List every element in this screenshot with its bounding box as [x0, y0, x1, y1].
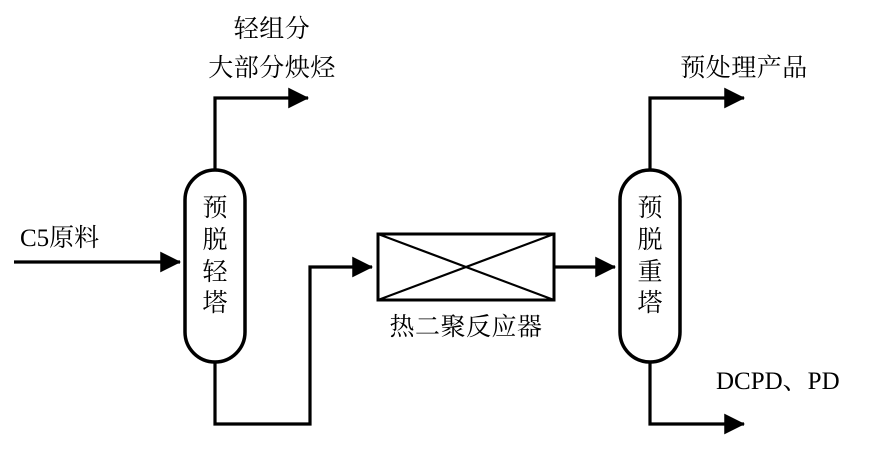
unit3-char-4: 塔 — [637, 288, 663, 318]
unit-label-pre-de-light-column — [193, 192, 237, 319]
unit3-char-3: 重 — [637, 256, 663, 286]
unit-thermal-dimerization-reactor — [378, 234, 554, 300]
unit1-char-3: 轻 — [202, 256, 228, 286]
unit1-char-1: 预 — [202, 193, 228, 222]
label-reactor: 热二聚反应器 — [389, 312, 543, 341]
label-bottoms-dcpd-pd: DCPD、PD — [716, 368, 840, 395]
label-pretreated-product: 预处理产品 — [680, 53, 808, 82]
unit3-char-1: 预 — [637, 193, 663, 222]
label-light-ends-line1: 轻组分 — [233, 14, 311, 43]
label-light-ends-line2: 大部分炴烃 — [208, 53, 336, 82]
label-feed-stream: C5原料 — [20, 225, 100, 252]
unit-label-pre-de-heavy-column — [628, 192, 672, 319]
stream-overhead-product — [650, 98, 744, 170]
unit1-char-2: 脱 — [202, 224, 228, 254]
stream-overhead-light — [215, 98, 308, 170]
unit1-char-4: 塔 — [202, 288, 228, 318]
unit3-char-2: 脱 — [637, 224, 663, 254]
